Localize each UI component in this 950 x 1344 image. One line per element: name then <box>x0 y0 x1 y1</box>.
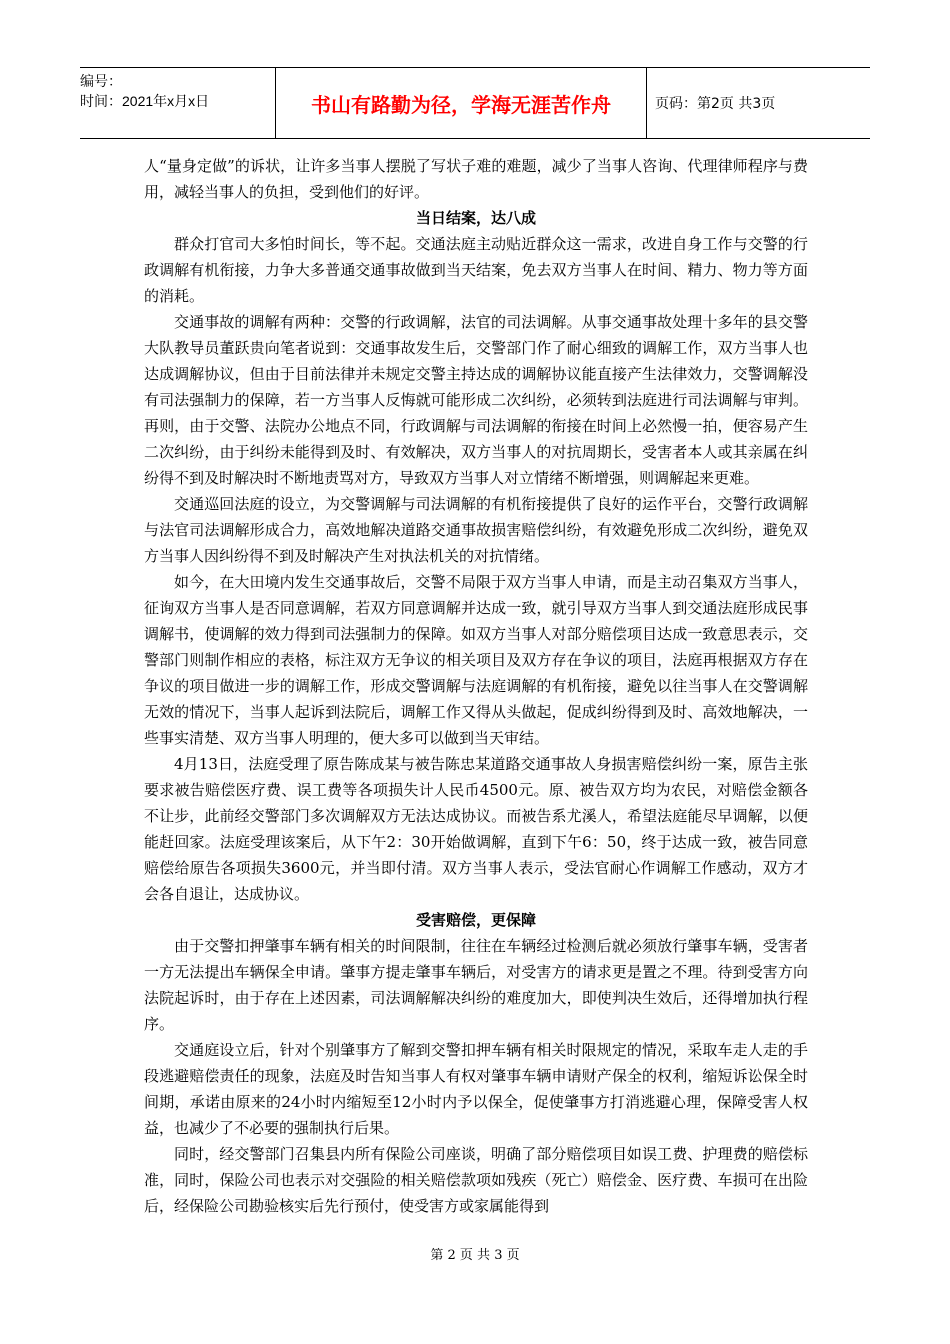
paragraph: 如今，在大田境内发生交通事故后，交警不局限于双方当事人申请，而是主动召集双方当事人，征询双方当事人是否同意调解，若双方同意调解并达成一致，就引导双方当事人到交通法庭形成民事调解书，使调解的效力得到司法强制力的保障。如双方当事人对部分赔偿项目达成一致意思表示，交警部门则制作相应的表格，标注双方无争议的相关项目及双方存在争议的项目，法庭再根据双方存在争议的项目做进一步的调解工作，形成交警调解与法庭调解的有机衔接，避免以往当事人在交警调解无效的情况下，当事人起诉到法院后，调解工作又得从头做起，促成纠纷得到及时、高效地解决，一些事实清楚、双方当事人明理的，便大多可以做到当天审结。 <box>144 573 808 747</box>
section-heading-compensation: 受害赔偿，更保障 <box>415 911 536 929</box>
document-number-label: 编号： <box>80 73 122 89</box>
header-meta <box>80 68 275 138</box>
document-time-label: 时间：2021年x月x日 <box>80 93 210 109</box>
paragraph: 同时，经交警部门召集县内所有保险公司座谈，明确了部分赔偿项目如误工费、护理费的赔偿标准，同时，保险公司也表示对交强险的相关赔偿款项如残疾（死亡）赔偿金、医疗费、车损可在出险后，经保险公司勘验核实后先行预付，使受害方或家属能得到 <box>144 1145 808 1215</box>
header-page-info: 页码：第2页 共3页 <box>655 96 776 112</box>
paragraph: 4月13日，法庭受理了原告陈成某与被告陈忠某道路交通事故人身损害赔偿纠纷一案，原告主张要求被告赔偿医疗费、误工费等各项损失计人民币4500元。原、被告双方均为农民，对赔偿金额各不让步，此前经交警部门多次调解双方无法达成协议。而被告系尤溪人，希望法庭能尽早调解，以便能赶回家。法庭受理该案后，从下午2：30开始做调解，直到下午6：50，终于达成一致，被告同意赔偿给原告各项损失3600元，并当即付清。双方当事人表示，受法官耐心作调解工作感动，双方才会各自退让，达成协议。 <box>144 755 808 903</box>
section-heading-same-day: 当日结案，达八成 <box>415 209 536 227</box>
paragraph: 由于交警扣押肇事车辆有相关的时间限制，往往在车辆经过检测后就必须放行肇事车辆，受害者一方无法提出车辆保全申请。肇事方提走肇事车辆后，对受害方的请求更是置之不理。待到受害方向法院起诉时，由于存在上述因素，司法调解解决纠纷的难度加大，即使判决生效后，还得增加执行程序。 <box>144 937 808 1033</box>
header-motto: 书山有路勤为径，学海无涯苦作舟 <box>275 68 647 138</box>
page-header <box>80 67 870 139</box>
paragraph: 交通事故的调解有两种：交警的行政调解，法官的司法调解。从事交通事故处理十多年的县交警大队教导员董跃贵向笔者说到：交通事故发生后，交警部门作了耐心细致的调解工作，双方当事人也达成调解协议，但由于目前法律并未规定交警主持达成的调解协议能直接产生法律效力，交警调解没有司法强制力的保障，若一方当事人反悔就可能形成二次纠纷，必须转到法庭进行司法调解与审判。再则，由于交警、法院办公地点不同，行政调解与司法调解的衔接在时间上必然慢一拍，便容易产生二次纠纷，由于纠纷未能得到及时、有效解决，双方当事人的对抗周期长，受害者本人或其亲属在纠纷得不到及时解决时不断地责骂对方，导致双方当事人对立情绪不断增强，则调解起来更难。 <box>144 313 808 487</box>
paragraph: 交通庭设立后，针对个别肇事方了解到交警扣押车辆有相关时限规定的情况，采取车走人走的手段逃避赔偿责任的现象，法庭及时告知当事人有权对肇事车辆申请财产保全的权利，缩短诉讼保全时间期，承诺由原来的24小时内缩短至12小时内予以保全，促使肇事方打消逃避心理，保障受害人权益，也减少了不必要的强制执行后果。 <box>144 1041 808 1137</box>
paragraph-continued: 人“量身定做”的诉状，让许多当事人摆脱了写状子难的难题，减少了当事人咨询、代理律师程序与费用，减轻当事人的负担，受到他们的好评。 <box>144 157 808 201</box>
document-body <box>144 153 808 1219</box>
paragraph: 交通巡回法庭的设立，为交警调解与司法调解的有机衔接提供了良好的运作平台，交警行政调解与法官司法调解形成合力，高效地解决道路交通事故损害赔偿纠纷，有效避免形成二次纠纷，避免双方当事人因纠纷得不到及时解决产生对执法机关的对抗情绪。 <box>144 495 808 565</box>
paragraph: 群众打官司大多怕时间长，等不起。交通法庭主动贴近群众这一需求，改进自身工作与交警的行政调解有机衔接，力争大多普通交通事故做到当天结案，免去双方当事人在时间、精力、物力等方面的消耗。 <box>144 235 808 305</box>
page-footer: 第 2 页 共 3 页 <box>430 1248 520 1263</box>
